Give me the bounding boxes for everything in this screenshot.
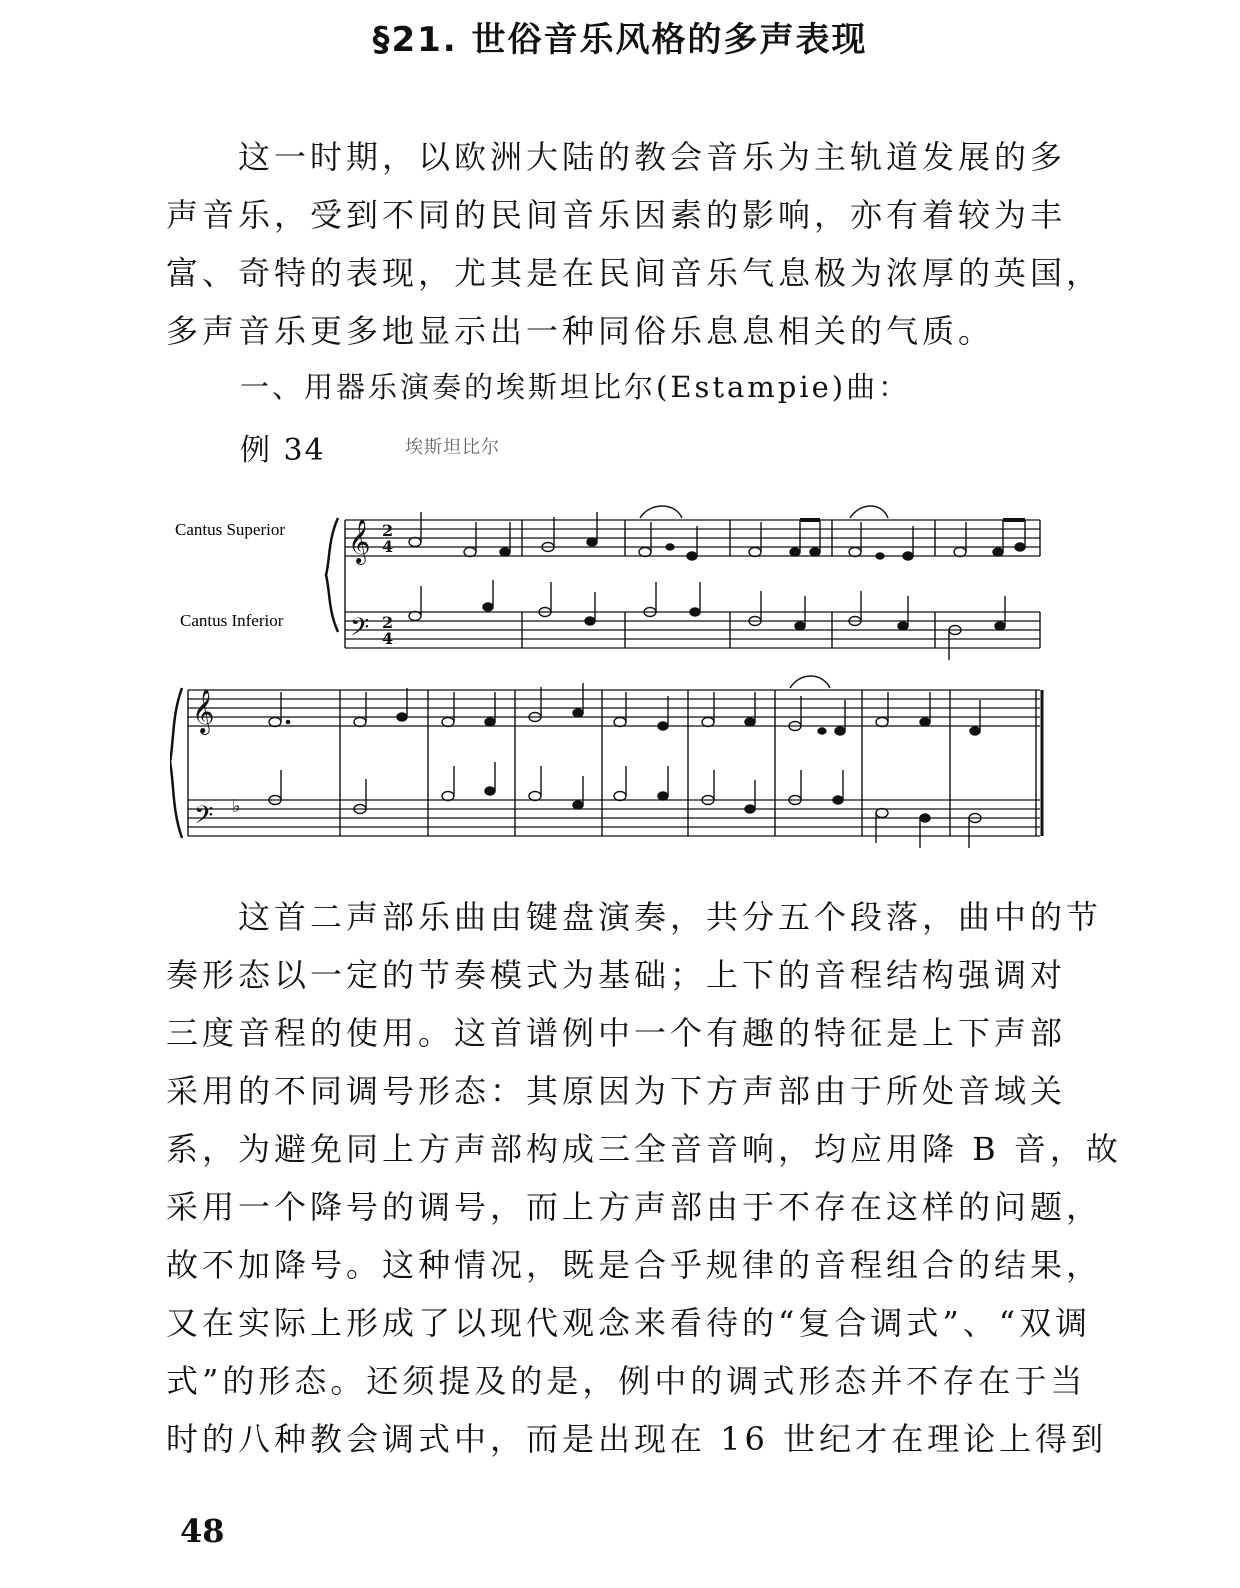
paragraph-analysis <box>166 888 1122 1468</box>
text-line: 故不加降号。这种情况，既是合乎规律的音程组合的结果， <box>166 1246 1103 1284</box>
subheading-estampie: 一、用器乐演奏的埃斯坦比尔(Estampie)曲： <box>240 370 911 404</box>
bass-clef-icon: 𝄢 <box>194 801 214 836</box>
svg-text:4: 4 <box>382 629 394 648</box>
text-line: 三度音程的使用。这首谱例中一个有趣的特征是上下声部 <box>166 1014 1067 1052</box>
svg-text:2: 2 <box>382 613 394 632</box>
page-number: 48 <box>180 1512 225 1550</box>
flat-sign-icon: ♭ <box>232 796 241 817</box>
text-line: 这首二声部乐曲由键盘演奏，共分五个段落，曲中的节 <box>238 898 1103 936</box>
text-line: 又在实际上形成了以现代观念来看待的“复合调式”、“双调 <box>166 1304 1092 1342</box>
voice-label-lower: Cantus Inferior <box>180 611 284 630</box>
bass-clef-icon: 𝄢 <box>350 613 370 648</box>
treble-clef-icon: 𝄞 <box>192 689 215 733</box>
text-line: 采用的不同调号形态：其原因为下方声部由于所处音域关 <box>166 1072 1067 1110</box>
music-score-example <box>170 500 1050 880</box>
text-line: 多声音乐更多地显示出一种同俗乐息息相关的气质。 <box>166 312 995 350</box>
text-line: 式”的形态。还须提及的是，例中的调式形态并不存在于当 <box>166 1362 1087 1400</box>
voice-label-upper: Cantus Superior <box>175 520 286 539</box>
svg-text:4: 4 <box>382 537 394 556</box>
text-line: 系，为避免同上方声部构成三全音音响，均应用降 B 音，故 <box>166 1130 1122 1168</box>
notes-lower-2 <box>269 762 981 848</box>
text-line: 富、奇特的表现，尤其是在民间音乐气息极为浓厚的英国， <box>166 254 1103 292</box>
section-title: §21. 世俗音乐风格的多声表现 <box>372 20 868 60</box>
text-line: 奏形态以一定的节奏模式为基础；上下的音程结构强调对 <box>166 956 1067 994</box>
notes-upper-1 <box>409 506 1025 560</box>
treble-clef-icon: 𝄞 <box>348 519 371 563</box>
svg-text:2: 2 <box>382 521 394 540</box>
example-label: 例 34 <box>240 433 326 468</box>
score-system-1 <box>326 518 1040 648</box>
text-line: 时的八种教会调式中，而是出现在 16 世纪才在理论上得到 <box>166 1420 1108 1458</box>
text-line: 采用一个降号的调号，而上方声部由于不存在这样的问题， <box>166 1188 1103 1226</box>
paragraph-intro <box>166 128 1103 360</box>
score-system-2 <box>170 688 1042 838</box>
example-smudge: 埃斯坦比尔 <box>405 437 500 458</box>
text-line: 声音乐，受到不同的民间音乐因素的影响，亦有着较为丰 <box>166 196 1067 234</box>
text-line: 这一时期，以欧洲大陆的教会音乐为主轨道发展的多 <box>238 138 1067 176</box>
